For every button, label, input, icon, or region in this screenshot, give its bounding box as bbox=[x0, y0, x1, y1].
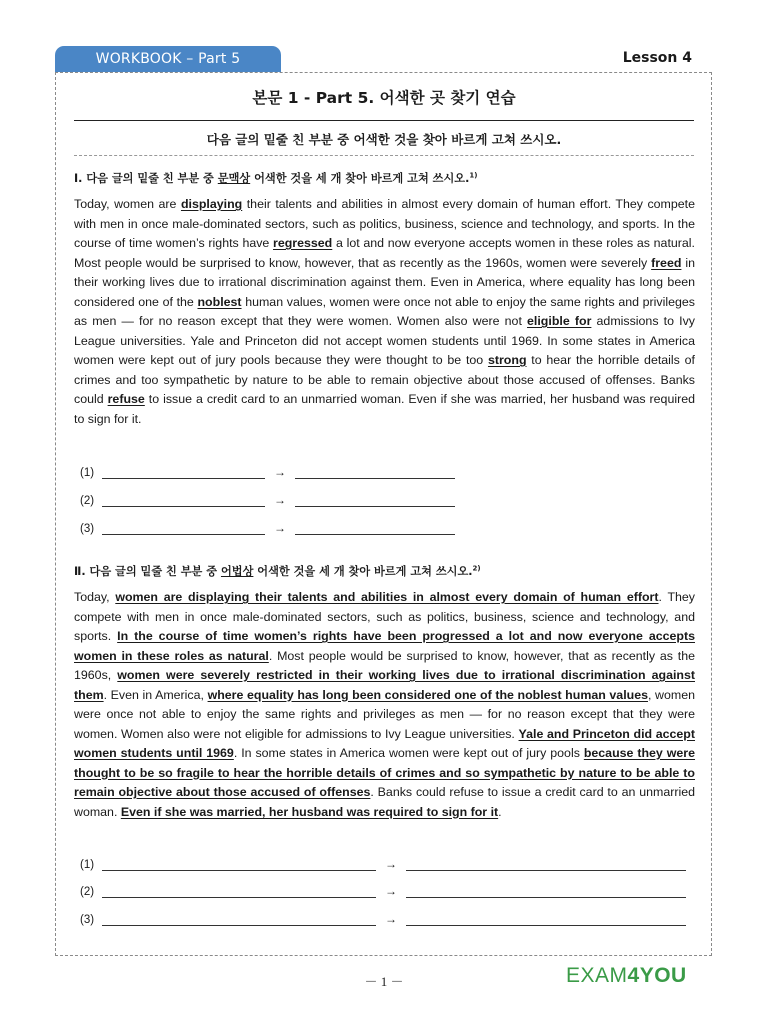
q2-answer-row-2[interactable] bbox=[80, 884, 686, 898]
underlined-phrase: Yale and Princeton did accept women students until 1969 bbox=[74, 726, 696, 760]
q2-answer-row-1[interactable] bbox=[80, 857, 686, 871]
q1-answer-2-wrong-blank[interactable] bbox=[102, 494, 265, 507]
q1-answer-2-label: (2) bbox=[80, 495, 95, 507]
q2-answer-2-label: (2) bbox=[80, 886, 95, 898]
passage-text: Today, women are bbox=[74, 197, 181, 211]
dashed-divider bbox=[74, 155, 694, 156]
underlined-phrase: displaying bbox=[180, 197, 243, 211]
q1-answer-3-wrong-blank[interactable] bbox=[102, 522, 265, 535]
underlined-phrase: women were severely restricted in their working lives due to irrational discrimination against them bbox=[74, 668, 695, 702]
passage-text: Today, bbox=[74, 590, 116, 604]
question-2-text-after: 어색한 것을 세 개 찾아 바르게 고쳐 쓰시오. bbox=[253, 565, 473, 578]
q2-answer-3-correct-blank[interactable] bbox=[406, 913, 686, 926]
question-1-text-before: 다음 글의 밑줄 친 부분 중 bbox=[82, 172, 218, 185]
passage-text: their talents and abilities in almost every domain of human effort. They compete with men in once male-dominated sectors, such as politics, business, science and technology, and sports. In the course of time women’s rights have bbox=[74, 197, 695, 250]
q1-answer-1-correct-blank[interactable] bbox=[295, 466, 455, 479]
q2-answer-3-arrow: → bbox=[385, 912, 397, 926]
q2-answer-row-3[interactable] bbox=[80, 912, 686, 926]
underlined-phrase: strong bbox=[487, 353, 527, 367]
question-1-number: Ⅰ. bbox=[74, 172, 83, 185]
passage-text: . They compete with men in once male-dominated sectors, such as politics, business, science and technology, and sports. bbox=[74, 590, 695, 643]
q1-answer-3-label: (3) bbox=[80, 523, 95, 535]
question-2-number: Ⅱ. bbox=[74, 565, 86, 578]
passage-text: to hear the horrible details of crimes and too sympathetic by nature to be able to remain objective about those accused of offenses. Banks could bbox=[74, 353, 695, 406]
q2-answer-1-arrow: → bbox=[385, 857, 397, 871]
passage-text: , women were once not able to enjoy the same rights and privileges as men — for no reason except that they were women. Women also were not eligible for admissions to Ivy League universities. bbox=[74, 687, 695, 741]
logo-accent-text: 4YOU bbox=[627, 964, 687, 987]
passage-text: . In some states in America women were kept out of jury pools bbox=[233, 746, 584, 760]
title-divider bbox=[74, 120, 694, 121]
underlined-phrase: because they were thought to be so fragile to hear the horrible details of crimes and so sympathetic by nature to be able to remain objective about those accused of offenses bbox=[74, 746, 696, 799]
logo-main-text: EXAM bbox=[566, 964, 628, 987]
q1-answer-1-arrow: → bbox=[274, 465, 286, 479]
q1-answer-row-2[interactable] bbox=[80, 493, 455, 507]
underlined-phrase: refuse bbox=[107, 392, 145, 406]
q2-answer-2-arrow: → bbox=[385, 884, 397, 898]
q2-answer-2-wrong-blank[interactable] bbox=[102, 885, 376, 898]
underlined-phrase: eligible for bbox=[527, 314, 592, 328]
question-2-text-before: 다음 글의 밑줄 친 부분 중 bbox=[85, 565, 221, 578]
question-2-footnote: 2) bbox=[472, 564, 481, 573]
passage-text: human values, women were once not able to enjoy the same rights and privileges as men — for no reason except that they were women. Women also were not bbox=[74, 294, 695, 328]
question-2-passage bbox=[74, 588, 695, 822]
instruction-subtitle: 다음 글의 밑줄 친 부분 중 어색한 것을 찾아 바르게 고쳐 쓰시오. bbox=[206, 132, 562, 147]
question-1-text-after: 어색한 것을 세 개 찾아 바르게 고쳐 쓰시오. bbox=[250, 172, 470, 185]
workbook-tab: WORKBOOK – Part 5 bbox=[55, 46, 281, 72]
underlined-phrase: where equality has long been considered one of the noblest human values bbox=[207, 687, 648, 702]
underlined-phrase: freed bbox=[651, 255, 682, 270]
passage-text: admissions to Ivy League universities. Yale and Princeton did not accept women students until 1969. In some states in America women were kept out of jury pools because they were thought to be too bbox=[74, 314, 695, 367]
q1-answer-3-correct-blank[interactable] bbox=[295, 522, 455, 535]
q1-answer-2-correct-blank[interactable] bbox=[295, 494, 455, 507]
underlined-phrase: In the course of time women’s rights have been progressed a lot and now everyone accepts women in these roles as natural bbox=[74, 629, 695, 663]
page-number: － 1 － bbox=[364, 974, 404, 989]
underlined-phrase: women are displaying their talents and abilities in almost every domain of human effort bbox=[115, 590, 659, 604]
q2-answer-3-label: (3) bbox=[80, 914, 95, 926]
q1-answer-1-wrong-blank[interactable] bbox=[102, 466, 265, 479]
q2-answer-1-wrong-blank[interactable] bbox=[102, 858, 376, 871]
q2-answer-2-correct-blank[interactable] bbox=[406, 885, 686, 898]
q2-answer-3-wrong-blank[interactable] bbox=[102, 913, 376, 926]
q1-answer-2-arrow: → bbox=[274, 493, 286, 507]
passage-text: . Even in America, bbox=[103, 687, 208, 702]
question-2-keyword: 어법상 bbox=[220, 565, 254, 578]
q1-answer-1-label: (1) bbox=[80, 467, 95, 479]
question-1-heading bbox=[74, 170, 694, 186]
exam4you-logo bbox=[566, 964, 687, 988]
question-1-footnote: 1) bbox=[469, 171, 478, 180]
lesson-label: Lesson 4 bbox=[622, 50, 692, 66]
q1-answer-row-1[interactable] bbox=[80, 465, 455, 479]
passage-text: . Most people would be surprised to know, however, that as recently as the 1960s, bbox=[74, 648, 695, 682]
passage-text: . bbox=[498, 804, 502, 819]
q2-answer-1-correct-blank[interactable] bbox=[406, 858, 686, 871]
q1-answer-row-3[interactable] bbox=[80, 521, 455, 535]
passage-text: to issue a credit card to an unmarried woman. Even if she was married, her husband was required to sign for it. bbox=[74, 392, 695, 426]
underlined-phrase: noblest bbox=[197, 294, 242, 309]
underlined-phrase: regressed bbox=[273, 236, 333, 250]
q1-answer-3-arrow: → bbox=[274, 521, 286, 535]
passage-text: . Banks could refuse to issue a credit card to an unmarried woman. bbox=[74, 785, 695, 819]
page-title: 본문 1 - Part 5. 어색한 곳 찾기 연습 bbox=[252, 89, 516, 107]
question-1-passage bbox=[74, 195, 695, 429]
underlined-phrase: Even if she was married, her husband was required to sign for it bbox=[120, 804, 499, 819]
passage-text: in their working lives due to irrational discrimination against them. Even in America, where equality has long been considered one of the bbox=[74, 255, 695, 309]
question-1-keyword: 문맥상 bbox=[217, 172, 251, 185]
q2-answer-1-label: (1) bbox=[80, 859, 95, 871]
question-2-heading bbox=[74, 563, 694, 579]
passage-text: a lot and now everyone accepts women in these roles as natural. Most people would be surprised to know, however, that as recently as the 1960s, women were severely bbox=[74, 236, 695, 270]
